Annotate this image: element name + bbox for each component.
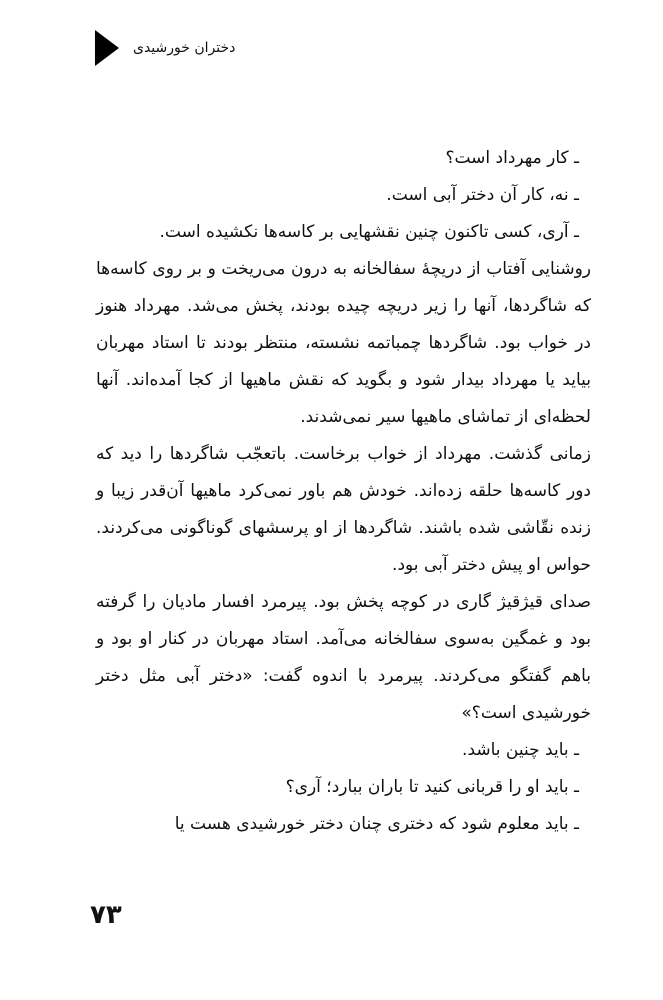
body-text — [96, 140, 591, 843]
paragraph: روشنایی آفتاب از دریچهٔ سفالخانه به درون می‌ریخت و بر روی کاسه‌ها که شاگردها، آنها را زیر دریچه چیده بودند، پخش می‌شد. مهرداد هنوز در خواب بود. شاگردها چمباتمه نشسته، منتظر بودند تا استاد مهربان بیاید یا مهرداد بیدار شود و بگوید که نقش ماهیها از کجا آمده‌اند. آنها لحظه‌ای از تماشای ماهیها سیر نمی‌شدند. — [96, 259, 591, 427]
dialog-line: ـ نه، کار آن دختر آبی است. — [386, 185, 579, 205]
dialog-line: ـ باید او را قربانی کنید تا باران ببارد؛ آری؟ — [285, 777, 579, 797]
dialog-line: ـ باید معلوم شود که دختری چنان دختر خورشیدی هست یا — [174, 814, 579, 834]
dialog-line: ـ کار مهرداد است؟ — [445, 148, 579, 168]
book-title: دختران خورشیدی — [133, 40, 236, 56]
running-header — [95, 28, 235, 68]
paragraph: صدای قیژقیژ گاری در کوچه پخش بود. پیرمرد افسار مادیان را گرفته بود و غمگین به‌سوی سفالخانه می‌آمد. استاد مهربان در کنار او بود و باهم گفتگو می‌کردند. پیرمرد با اندوه گفت: «دختر آبی مثل دختر خورشیدی است؟» — [96, 592, 591, 723]
dialog-line: ـ آری، کسی تاکنون چنین نقشهایی بر کاسه‌ها نکشیده است. — [159, 222, 579, 242]
paragraph: زمانی گذشت. مهرداد از خواب برخاست. باتعجّب شاگردها را دید که دور کاسه‌ها حلقه زده‌اند. خودش هم باور نمی‌کرد ماهیها آن‌قدر زیبا و زنده نقّاشی شده باشند. شاگردها از او پرسشهای گوناگونی می‌کردند. حواس او پیش دختر آبی بود. — [96, 444, 591, 575]
page-number: ۷۳ — [90, 900, 122, 930]
triangle-marker-icon — [95, 30, 119, 66]
dialog-line: ـ باید چنین باشد. — [462, 740, 579, 760]
